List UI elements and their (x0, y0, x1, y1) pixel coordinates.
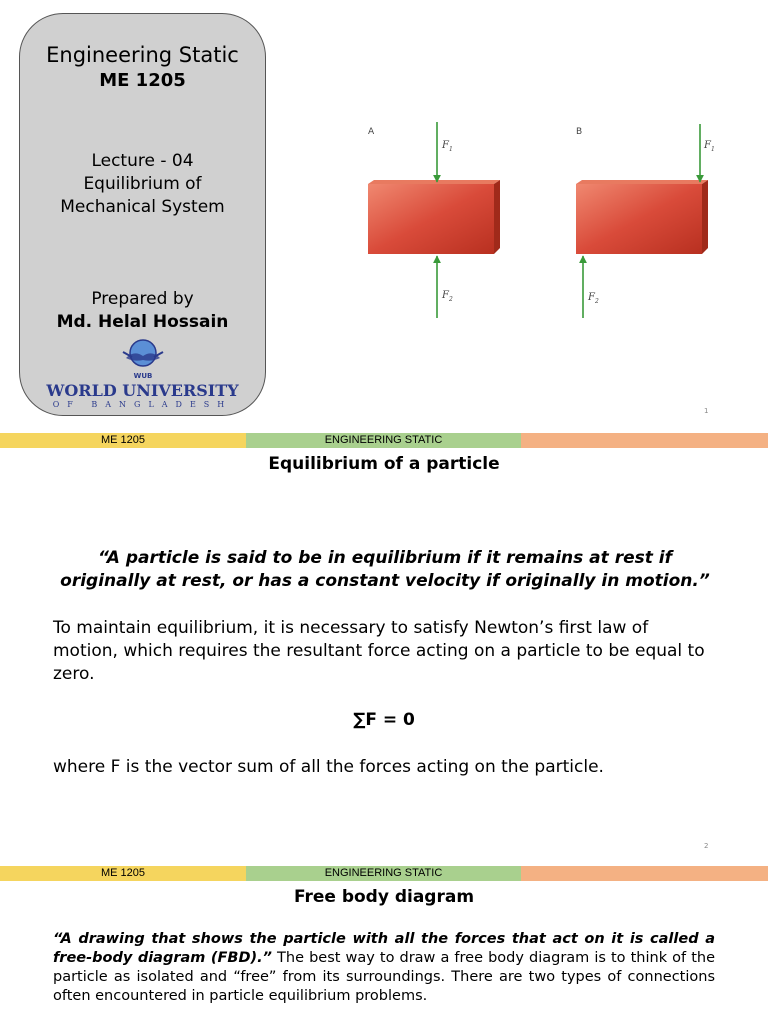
header-blank-segment (521, 433, 768, 448)
block-b (576, 180, 708, 254)
lecture-number: Lecture - 04 (91, 151, 194, 171)
lecture-info (20, 150, 265, 219)
course-title: Engineering Static (46, 43, 239, 67)
university-subtitle: OF BANGLADESH (52, 400, 233, 409)
header-course-title: ENGINEERING STATIC (246, 433, 521, 448)
page-number: 2 (704, 842, 709, 850)
label-b: B (576, 127, 583, 137)
header-course-code: ME 1205 (0, 866, 246, 881)
force-label-a-bottom: $F_2$ (442, 290, 453, 303)
slide-header (0, 866, 768, 881)
newton-law-paragraph: To maintain equilibrium, it is necessary to satisfy Newton’s first law of motion, which requires the resultant force acting on a particle to be equal to zero. (53, 618, 705, 684)
equilibrium-equation: ∑F = 0 (353, 710, 415, 730)
university-logo-icon (120, 336, 166, 382)
slide-title: Equilibrium of a particle (268, 454, 500, 474)
lecture-topic-line2: Mechanical System (60, 197, 225, 217)
logo-text: WUB (133, 372, 153, 380)
course-code: ME 1205 (99, 70, 186, 91)
equation-explanation: where F is the vector sum of all the forces acting on the particle. (53, 757, 604, 777)
lecture-topic-line1: Equilibrium of (83, 174, 202, 194)
force-label-b-top: $F_1$ (704, 140, 715, 153)
prepared-by-label: Prepared by (91, 289, 194, 309)
force-label-b-bottom: $F_2$ (588, 292, 599, 305)
label-a: A (368, 127, 375, 137)
fbd-paragraph (53, 930, 715, 1006)
slide-header (0, 433, 768, 448)
header-blank-segment (521, 866, 768, 881)
header-course-code: ME 1205 (0, 433, 246, 448)
author-name: Md. Helal Hossain (56, 312, 229, 332)
university-name: WORLD UNIVERSITY (46, 381, 239, 400)
slide-title: Free body diagram (293, 887, 475, 907)
force-label-a-top: $F_1$ (442, 140, 453, 153)
fbd-explanation: The best way to draw a free body diagram is to think of the particle as isolated and “free” from its surroundings. There are two types of connections often encountered in particle equilibrium problems. (53, 950, 715, 1004)
equilibrium-definition-quote: “A particle is said to be in equilibrium if it remains at rest if originally at rest, or has a constant velocity if originally in motion.” (60, 548, 710, 591)
header-course-title: ENGINEERING STATIC (246, 866, 521, 881)
block-a (368, 180, 500, 254)
title-card (19, 13, 266, 416)
force-diagram (360, 118, 740, 328)
fbd-definition-quote: “A drawing that shows the particle with all the forces that act on it is called a free-body diagram (FBD).” (53, 931, 715, 966)
page-number: 1 (704, 407, 709, 415)
